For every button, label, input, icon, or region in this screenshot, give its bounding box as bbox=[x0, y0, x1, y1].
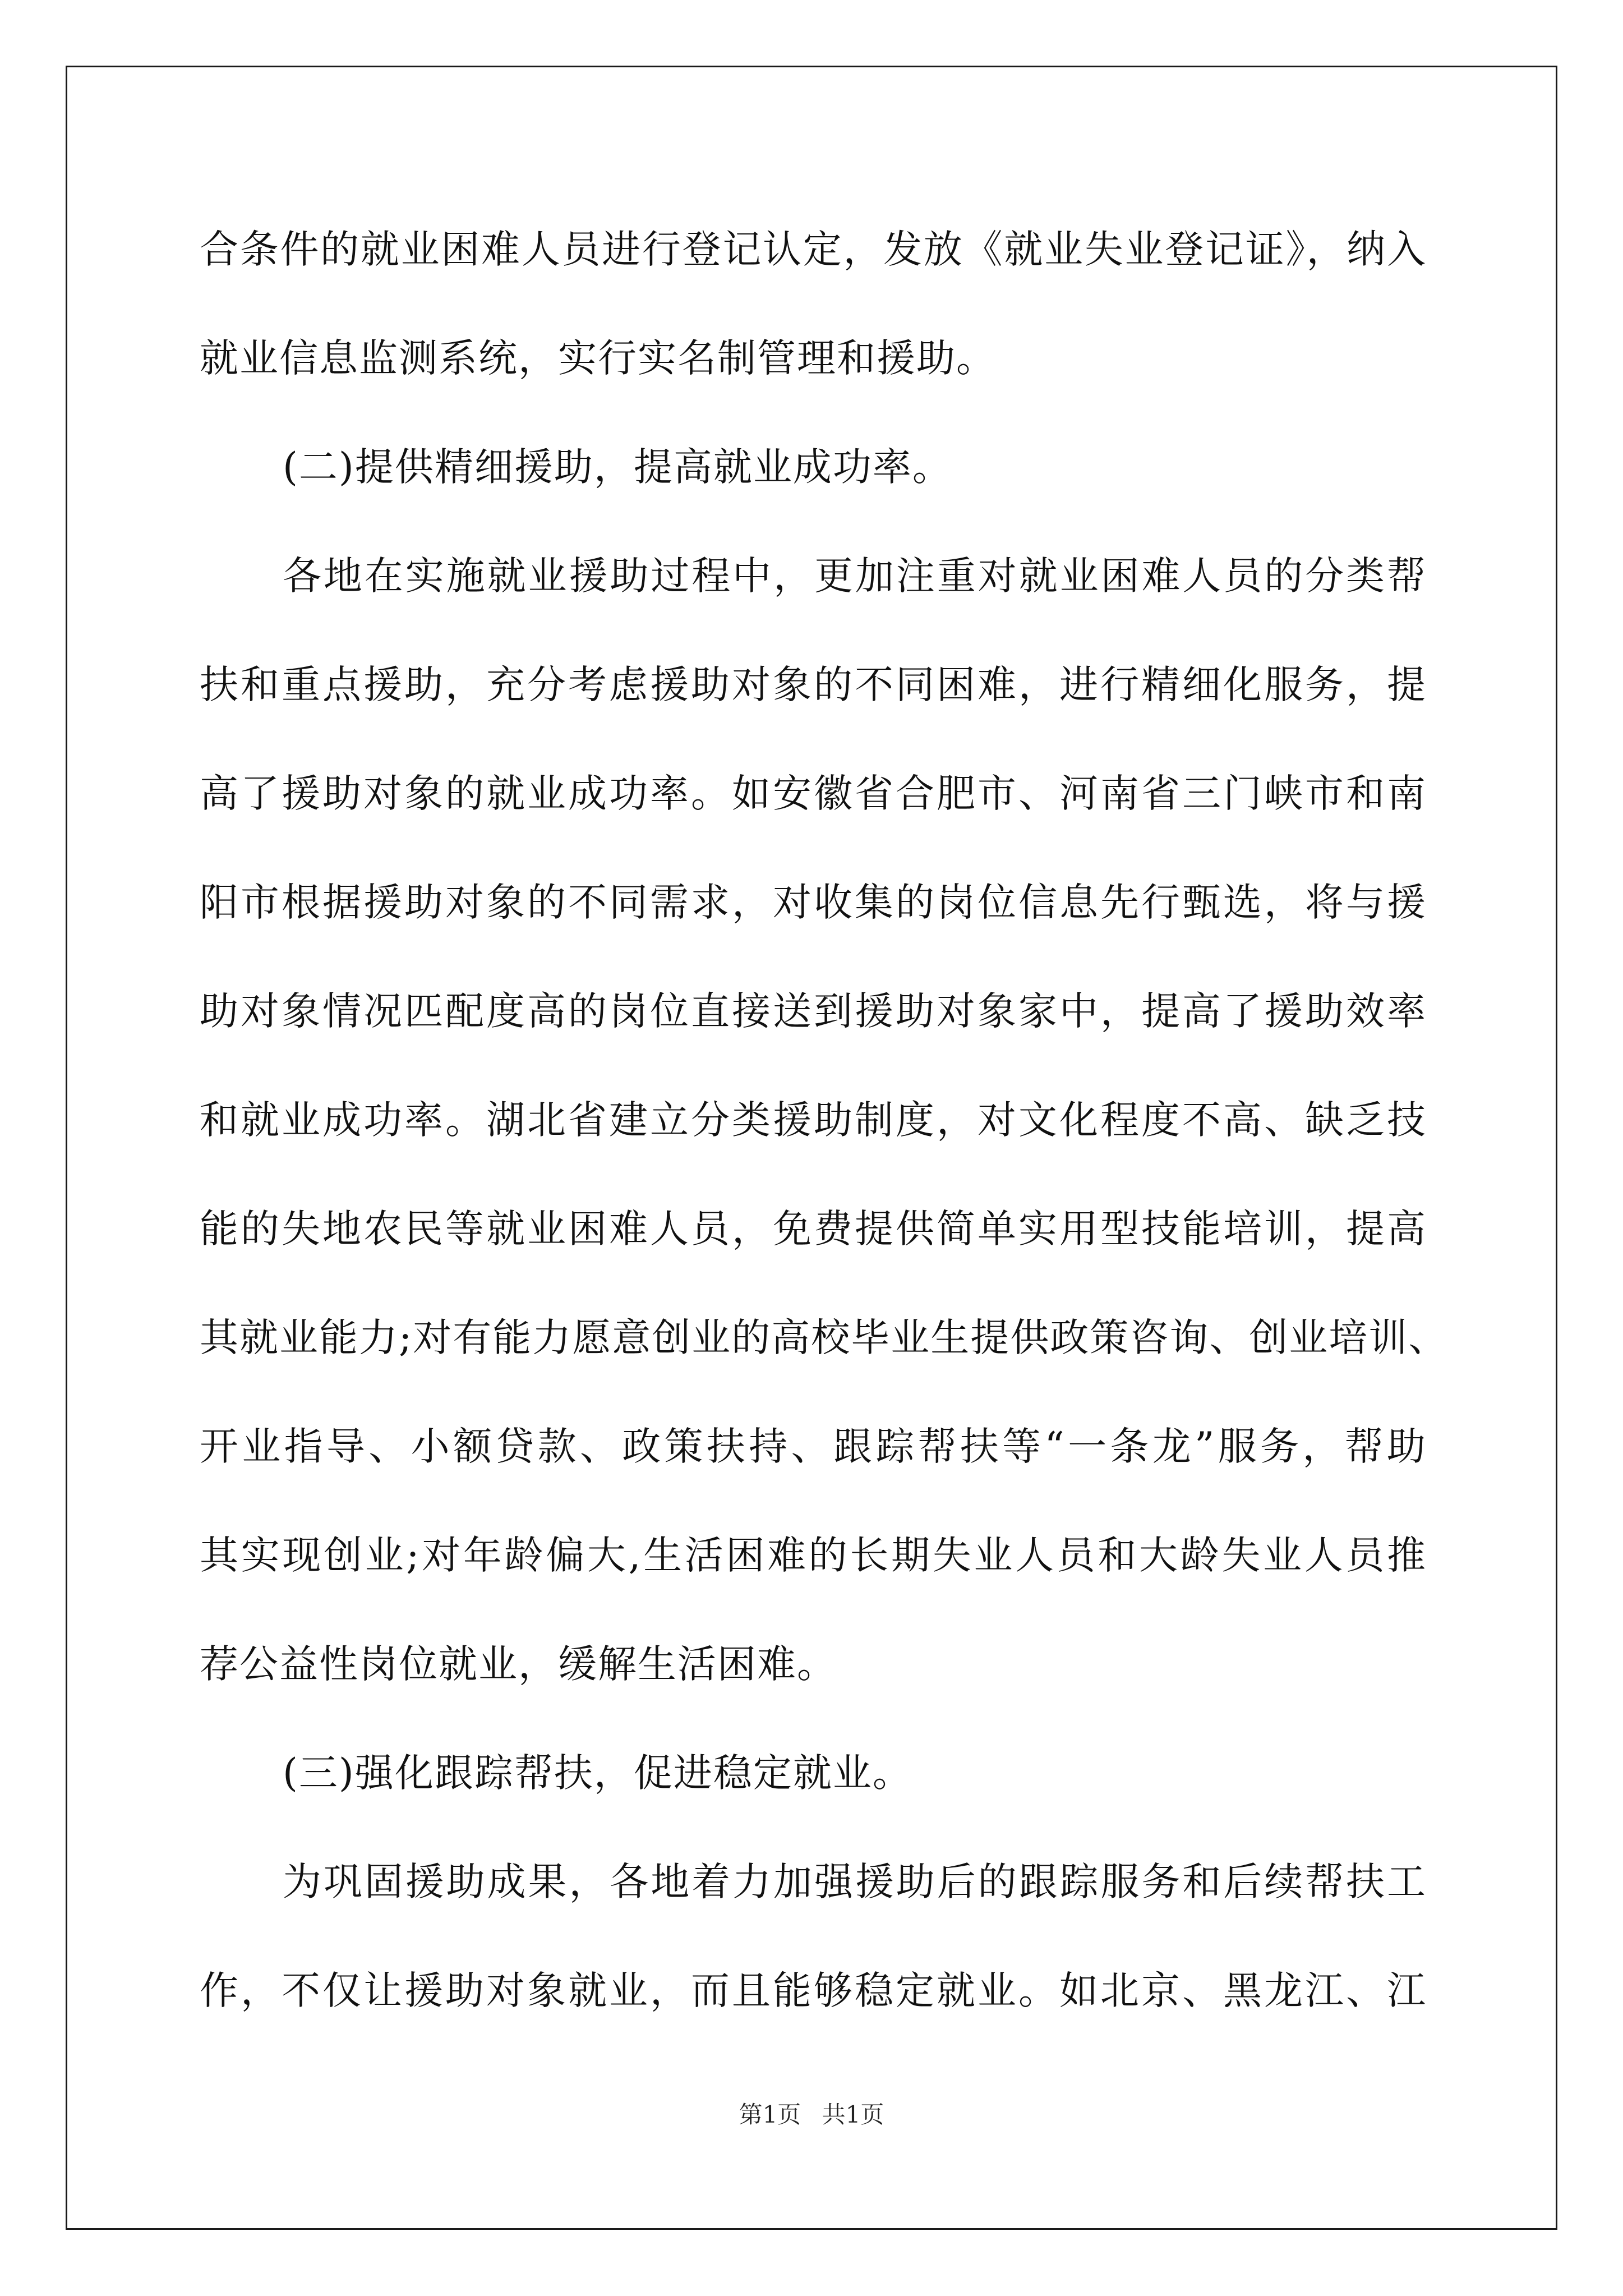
paragraph-line: 高了援助对象的就业成功率。如安徽省合肥市、河南省三门峡市和南 bbox=[200, 771, 1427, 816]
section-heading: (三)强化跟踪帮扶，促进稳定就业。 bbox=[283, 1751, 912, 1796]
paragraph-line: 各地在实施就业援助过程中，更加注重对就业困难人员的分类帮 bbox=[283, 554, 1427, 599]
paragraph-line: 作，不仅让援助对象就业，而且能够稳定就业。如北京、黑龙江、江 bbox=[200, 1968, 1427, 2013]
paragraph-line: 阳市根据援助对象的不同需求，对收集的岗位信息先行甄选，将与援 bbox=[200, 880, 1427, 925]
paragraph-line: 开业指导、小额贷款、政策扶持、跟踪帮扶等“一条龙”服务，帮助 bbox=[200, 1424, 1427, 1469]
paragraph-line: 助对象情况匹配度高的岗位直接送到援助对象家中，提高了援助效率 bbox=[200, 989, 1427, 1034]
page-number: 第1页 bbox=[739, 2101, 801, 2128]
paragraph-line: 扶和重点援助，充分考虑援助对象的不同困难，进行精细化服务，提 bbox=[200, 662, 1427, 707]
paragraph-line: 其就业能力;对有能力愿意创业的高校毕业生提供政策咨询、创业培训、 bbox=[200, 1315, 1449, 1360]
document-body bbox=[200, 219, 1449, 2069]
page-count: 共1页 bbox=[822, 2101, 884, 2128]
page-footer bbox=[0, 2101, 1623, 2129]
paragraph-line: 合条件的就业困难人员进行登记认定，发放《就业失业登记证》，纳入 bbox=[200, 227, 1427, 272]
section-heading: (二)提供精细援助，提高就业成功率。 bbox=[283, 445, 952, 490]
paragraph-line: 荐公益性岗位就业，缓解生活困难。 bbox=[200, 1642, 837, 1687]
paragraph-line: 就业信息监测系统，实行实名制管理和援助。 bbox=[200, 336, 996, 381]
paragraph-line: 为巩固援助成果，各地着力加强援助后的跟踪服务和后续帮扶工 bbox=[283, 1860, 1427, 1904]
paragraph-line: 和就业成功率。湖北省建立分类援助制度，对文化程度不高、缺乏技 bbox=[200, 1098, 1427, 1143]
paragraph-line: 能的失地农民等就业困难人员，免费提供简单实用型技能培训，提高 bbox=[200, 1207, 1427, 1251]
paragraph-line: 其实现创业;对年龄偏大,生活困难的长期失业人员和大龄失业人员推 bbox=[200, 1533, 1427, 1578]
